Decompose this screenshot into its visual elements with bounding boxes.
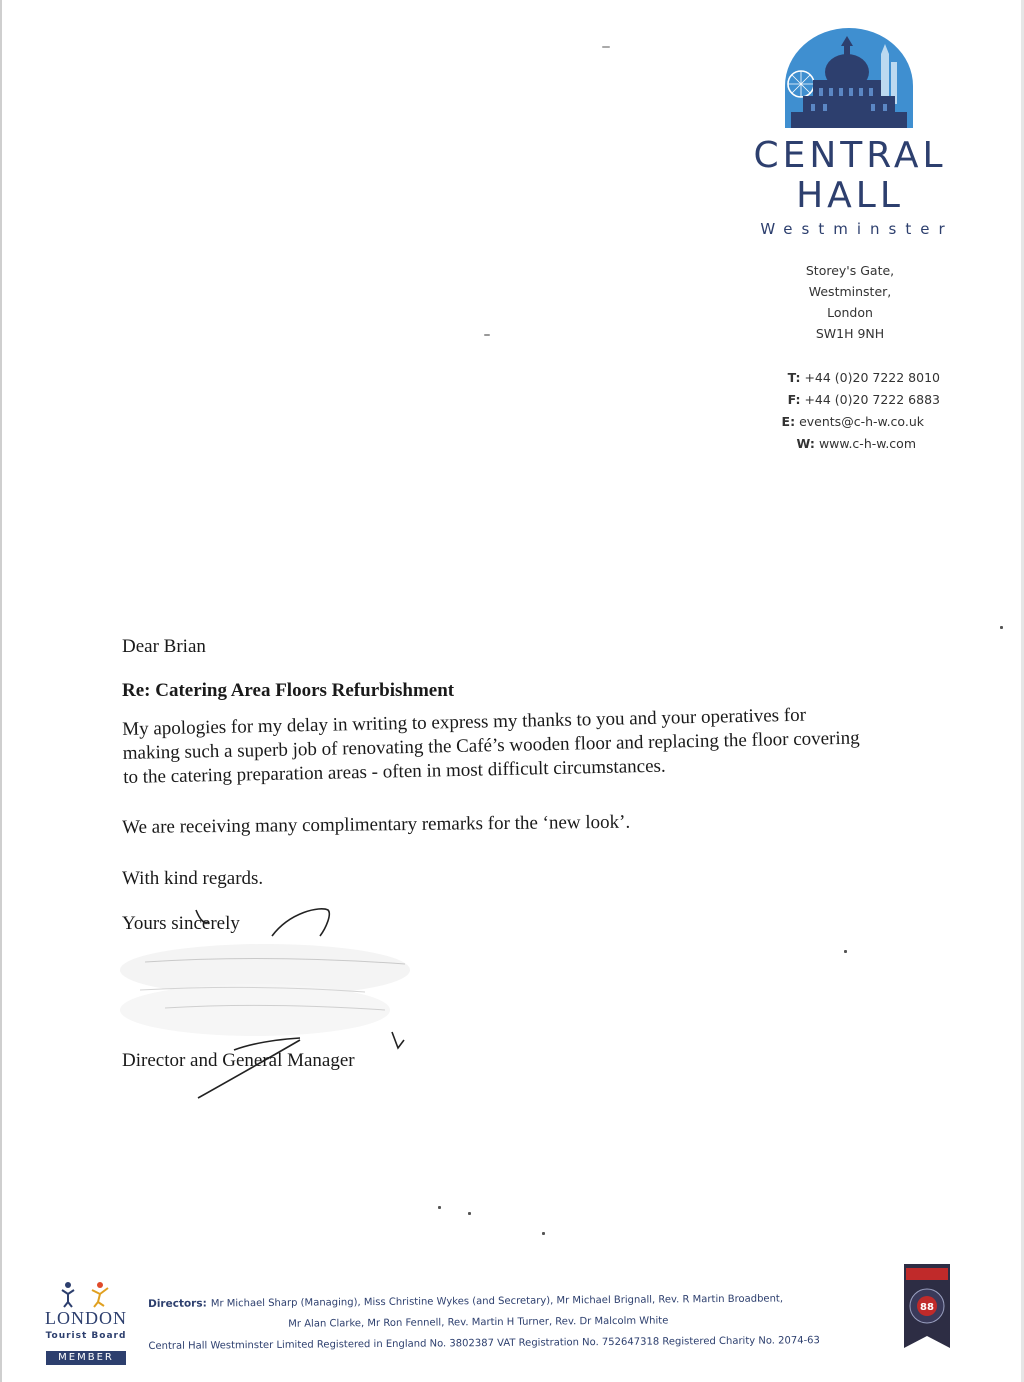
london-tourist-board-logo (40, 1280, 132, 1370)
directors-label: Directors: (148, 1297, 207, 1310)
scan-speck (468, 1212, 471, 1215)
letter-subject: Re: Catering Area Floors Refurbishment (122, 680, 455, 701)
letter-closing: With kind regards. (122, 868, 264, 889)
tourist-board-label: Tourist Board (45, 1331, 127, 1341)
london-figures-icon (58, 1280, 114, 1308)
london-wordmark: LONDON (45, 1308, 127, 1328)
scan-speck (602, 46, 610, 48)
letterhead-contacts (730, 367, 940, 455)
contact-label: W: (796, 436, 815, 451)
contact-value: +44 (0)20 7222 8010 (804, 370, 940, 385)
scan-speck (844, 950, 847, 953)
contact-telephone (730, 367, 940, 389)
registration-details: Central Hall Westminster Limited Registered in England No. 3802387 VAT Registration No. 752647318 Registered Charity No. 2074-63 (148, 1335, 820, 1352)
contact-email (730, 411, 940, 433)
contact-value: www.c-h-w.com (818, 436, 916, 451)
address-line: Westminster, (808, 284, 892, 299)
letterhead-address (760, 260, 940, 344)
scan-speck (1000, 626, 1003, 629)
address-line: London (827, 305, 873, 320)
brand-name-line1: CENTRAL (753, 135, 947, 176)
brand-subtitle: Westminster (760, 220, 954, 238)
contact-website (730, 433, 940, 455)
contact-label: E: (781, 414, 796, 429)
letter-salutation: Dear Brian (122, 636, 206, 657)
directors-list-continued: Mr Alan Clarke, Mr Ron Fennell, Rev. Martin H Turner, Rev. Dr Malcolm White (288, 1315, 669, 1330)
letter-signoff: Yours sincerely (122, 913, 240, 934)
contact-label: F: (787, 392, 801, 407)
letterhead-brand (740, 136, 960, 238)
letter-signatory-role: Director and General Manager (122, 1050, 355, 1071)
address-line: Storey's Gate, (805, 263, 895, 278)
accreditation-badge-icon (902, 1262, 952, 1350)
address-line: SW1H 9NH (815, 326, 885, 341)
scan-speck (438, 1206, 441, 1209)
contact-fax (730, 389, 940, 411)
member-badge: MEMBER (46, 1351, 126, 1365)
footer-company-details (148, 1288, 854, 1357)
brand-name-line2: HALL (796, 175, 904, 216)
scan-speck (542, 1232, 545, 1235)
contact-value: events@c-h-w.co.uk (799, 414, 924, 429)
central-hall-logo-icon (783, 26, 915, 130)
scan-edge-left (0, 0, 2, 1382)
contact-value: +44 (0)20 7222 6883 (804, 392, 940, 407)
letter-paragraph: My apologies for my delay in writing to express my thanks to you and your operatives for making such a superb job of renovating the Café’s wooden floor and replacing the floor covering to the catering preparation areas - often in most difficult circumstances. (122, 704, 860, 788)
contact-label: T: (787, 370, 801, 385)
handwritten-signature (190, 900, 420, 1110)
directors-list: Mr Michael Sharp (Managing), Miss Christine Wykes (and Secretary), Mr Michael Brignall, Rev. R Martin Broadbent, (210, 1293, 784, 1310)
svg-text:88: 88 (920, 1302, 934, 1313)
letter-paragraph: We are receiving many complimentary remarks for the ‘new look’. (122, 811, 631, 838)
scan-speck (484, 334, 490, 336)
